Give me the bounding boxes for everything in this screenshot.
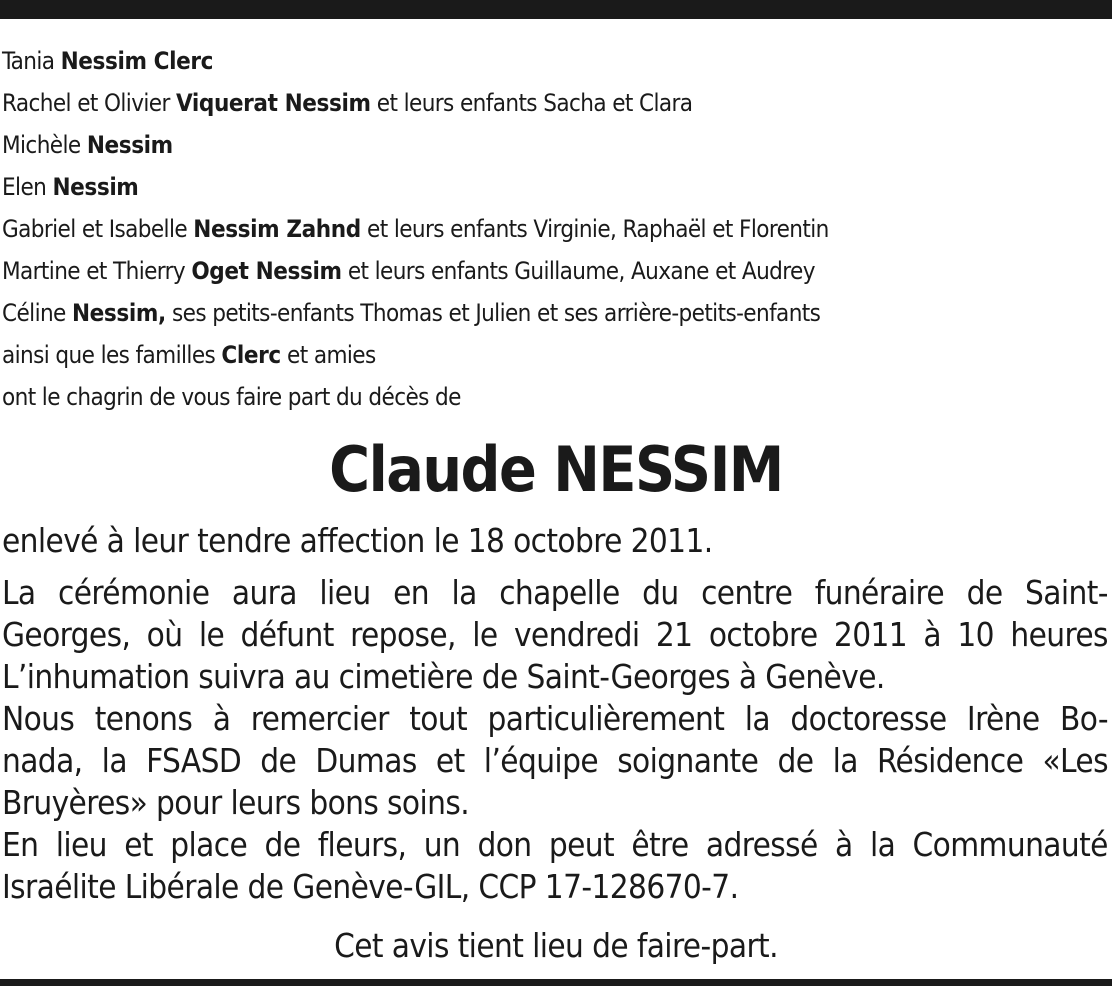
body-word: funéraire xyxy=(814,573,945,612)
body-word: du xyxy=(642,573,679,612)
body-word: don xyxy=(477,825,532,864)
body-word: de xyxy=(264,825,301,864)
body-word: en xyxy=(393,573,429,612)
body-word: nada, xyxy=(2,741,83,780)
body-line xyxy=(2,824,1108,866)
family-line-text: et leurs enfants Guillaume, Auxane et Audrey xyxy=(341,257,815,285)
family-line xyxy=(2,292,1112,334)
family-line xyxy=(2,40,1112,82)
body-word: Saint- xyxy=(1025,573,1108,612)
family-line xyxy=(2,376,1112,418)
body-word: où xyxy=(146,615,183,654)
family-surname: Nessim xyxy=(52,173,139,201)
body-word: octobre xyxy=(708,615,818,654)
body-word: heures xyxy=(1010,615,1108,654)
body-word: l’équipe xyxy=(483,741,598,780)
body-word: 10 xyxy=(957,615,994,654)
family-line xyxy=(2,208,1112,250)
body-word: et xyxy=(124,825,153,864)
family-surname: Nessim Clerc xyxy=(60,47,213,75)
family-surname: Nessim Zahnd xyxy=(193,215,361,243)
body-word: La xyxy=(2,573,36,612)
top-rule xyxy=(0,0,1112,19)
family-surname: Viquerat Nessim xyxy=(176,89,371,117)
family-line xyxy=(2,334,1112,376)
family-line-text: Gabriel et Isabelle xyxy=(2,215,194,243)
body-word: cérémonie xyxy=(58,573,210,612)
body-word: de xyxy=(260,741,297,780)
body-word: remercier xyxy=(250,699,389,738)
body-word: «Les xyxy=(1042,741,1108,780)
body-word: Résidence xyxy=(877,741,1024,780)
body-word: le xyxy=(198,615,225,654)
body-word: et xyxy=(435,741,465,780)
family-line-text: Céline xyxy=(2,299,73,327)
family-line-text: Michèle xyxy=(2,131,87,159)
body-word: 2011 xyxy=(833,615,908,654)
body-word: la xyxy=(451,573,477,612)
body-line xyxy=(2,614,1108,656)
body-word: fleurs, xyxy=(317,825,407,864)
body-line xyxy=(2,572,1108,614)
body-word: soignante xyxy=(617,741,759,780)
body-word: vendredi xyxy=(513,615,640,654)
ceremony-text xyxy=(2,572,1108,908)
deceased-name: Claude NESSIM xyxy=(329,433,783,506)
family-line-text: et leurs enfants Sacha et Clara xyxy=(370,89,693,117)
body-word: adressé xyxy=(705,825,818,864)
body-word: centre xyxy=(701,573,793,612)
body-word: En xyxy=(2,825,39,864)
family-line-text: Martine et Thierry xyxy=(2,257,192,285)
body-word: la xyxy=(832,741,858,780)
family-line xyxy=(2,166,1112,208)
body-line: Israélite Libérale de Genève-GIL, CCP 17-128670-7. xyxy=(2,867,739,906)
body-word: un xyxy=(423,825,461,864)
body-word: particulièrement xyxy=(487,699,725,738)
body-word: de xyxy=(777,741,814,780)
family-line-text: ainsi que les familles xyxy=(2,341,222,369)
family-line-text: ses petits-enfants Thomas et Julien et ses arrière-petits-enfants xyxy=(165,299,821,327)
body-word: Georges, xyxy=(2,615,131,654)
body-word: la xyxy=(744,699,770,738)
family-line-text: et amies xyxy=(280,341,376,369)
body-word: tenons xyxy=(94,699,193,738)
family-line-text: ont le chagrin de vous faire part du décès de xyxy=(2,383,461,411)
body-word: Irène xyxy=(966,699,1040,738)
family-surname: Nessim, xyxy=(72,299,166,327)
family-line xyxy=(2,82,1112,124)
body-line: L’inhumation suivra au cimetière de Saint-Georges à Genève. xyxy=(2,657,885,696)
bottom-rule xyxy=(0,979,1112,986)
body-line xyxy=(2,698,1108,740)
body-word: la xyxy=(869,825,896,864)
family-line-text: Rachel et Olivier xyxy=(2,89,176,117)
body-word: Bo- xyxy=(1059,699,1108,738)
family-line-text: Elen xyxy=(2,173,53,201)
body-word: lieu xyxy=(319,573,371,612)
body-word: être xyxy=(631,825,689,864)
body-word: Communauté xyxy=(912,825,1108,864)
family-line-text: Tania xyxy=(2,47,61,75)
body-word: de xyxy=(966,573,1003,612)
closing-note: Cet avis tient lieu de faire-part. xyxy=(334,926,778,965)
body-line xyxy=(2,740,1108,782)
body-word: doctoresse xyxy=(790,699,947,738)
death-date-line: enlevé à leur tendre affection le 18 octobre 2011. xyxy=(2,521,713,560)
body-word: à xyxy=(835,825,853,864)
family-line xyxy=(2,124,1112,166)
family-line xyxy=(2,250,1112,292)
body-word: FSASD xyxy=(146,741,242,780)
family-surname: Clerc xyxy=(221,341,281,369)
body-word: repose, xyxy=(350,615,456,654)
family-list xyxy=(2,40,1112,418)
body-word: lieu xyxy=(55,825,107,864)
body-word: la xyxy=(101,741,127,780)
body-word: défunt xyxy=(240,615,334,654)
body-word: Nous xyxy=(2,699,75,738)
body-word: tout xyxy=(409,699,468,738)
body-line: Bruyères» pour leurs bons soins. xyxy=(2,783,470,822)
body-word: à xyxy=(212,699,231,738)
body-word: aura xyxy=(231,573,297,612)
body-word: peut xyxy=(548,825,615,864)
body-word: place xyxy=(170,825,248,864)
family-surname: Nessim xyxy=(86,131,173,159)
body-word: 21 xyxy=(655,615,693,654)
family-surname: Oget Nessim xyxy=(191,257,342,285)
family-line-text: et leurs enfants Virginie, Raphaël et Florentin xyxy=(360,215,829,243)
body-word: le xyxy=(472,615,498,654)
body-word: Dumas xyxy=(315,741,417,780)
body-word: à xyxy=(923,615,942,654)
body-word: chapelle xyxy=(499,573,620,612)
